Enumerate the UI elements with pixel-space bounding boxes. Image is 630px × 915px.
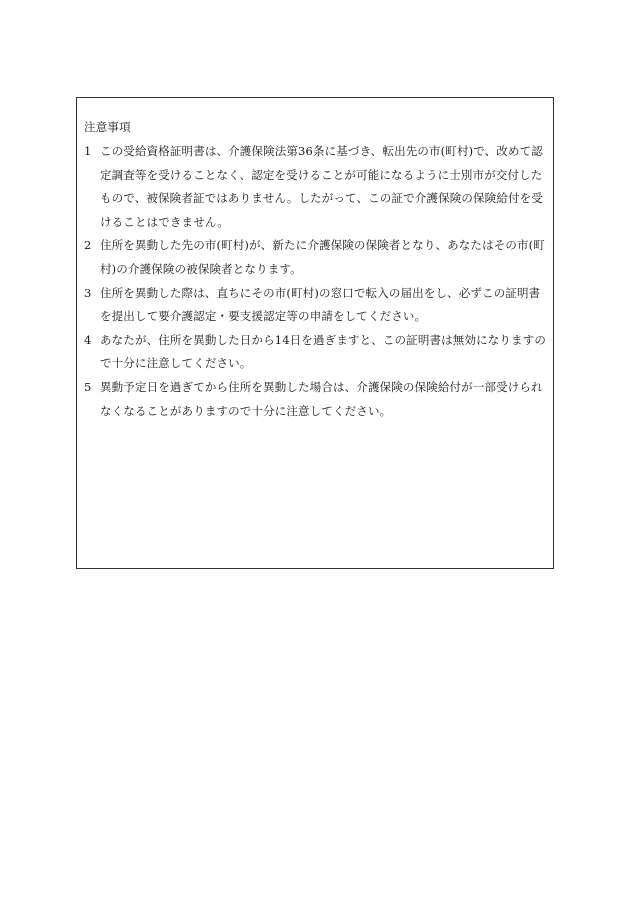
notice-list [84, 140, 547, 423]
notice-item-text: 住所を異動した先の市(町村)が、新たに介護保険の保険者となり、あなたはその市(町村)の介護保険の被保険者となります。 [100, 238, 545, 276]
notice-item [84, 329, 547, 376]
notice-item [84, 140, 547, 234]
notice-item-text: この受給資格証明書は、介護保険法第36条に基づき、転出先の市(町村)で、改めて認定調査等を受けることなく、認定を受けることが可能になるように士別市が交付したもので、被保険者証ではありません。したがって、この証で介護保険の保険給付を受けることはできません。 [100, 144, 543, 229]
notice-item-number: 3 [84, 285, 92, 300]
notice-item-text: あなたが、住所を異動した日から14日を過ぎますと、この証明書は無効になりますので十分に注意してください。 [100, 332, 546, 371]
notice-item [84, 234, 547, 281]
notice-box [76, 97, 554, 569]
notice-item-number: 1 [84, 144, 92, 158]
notice-item [84, 376, 547, 423]
notice-item-text: 異動予定日を過ぎてから住所を異動した場合は、介護保険の保険給付が一部受けられなくなることがありますので十分に注意してください。 [100, 379, 543, 418]
notice-item-number: 4 [84, 332, 92, 347]
notice-item-text: 住所を異動した際は、直ちにその市(町村)の窓口で転入の届出をし、必ずこの証明書を提出して要介護認定・要支援認定等の申請をしてください。 [100, 285, 541, 324]
notice-title: 注意事項 [84, 120, 131, 134]
notice-item-number: 5 [84, 379, 92, 394]
notice-item-number: 2 [84, 238, 92, 253]
notice-item [84, 282, 547, 329]
